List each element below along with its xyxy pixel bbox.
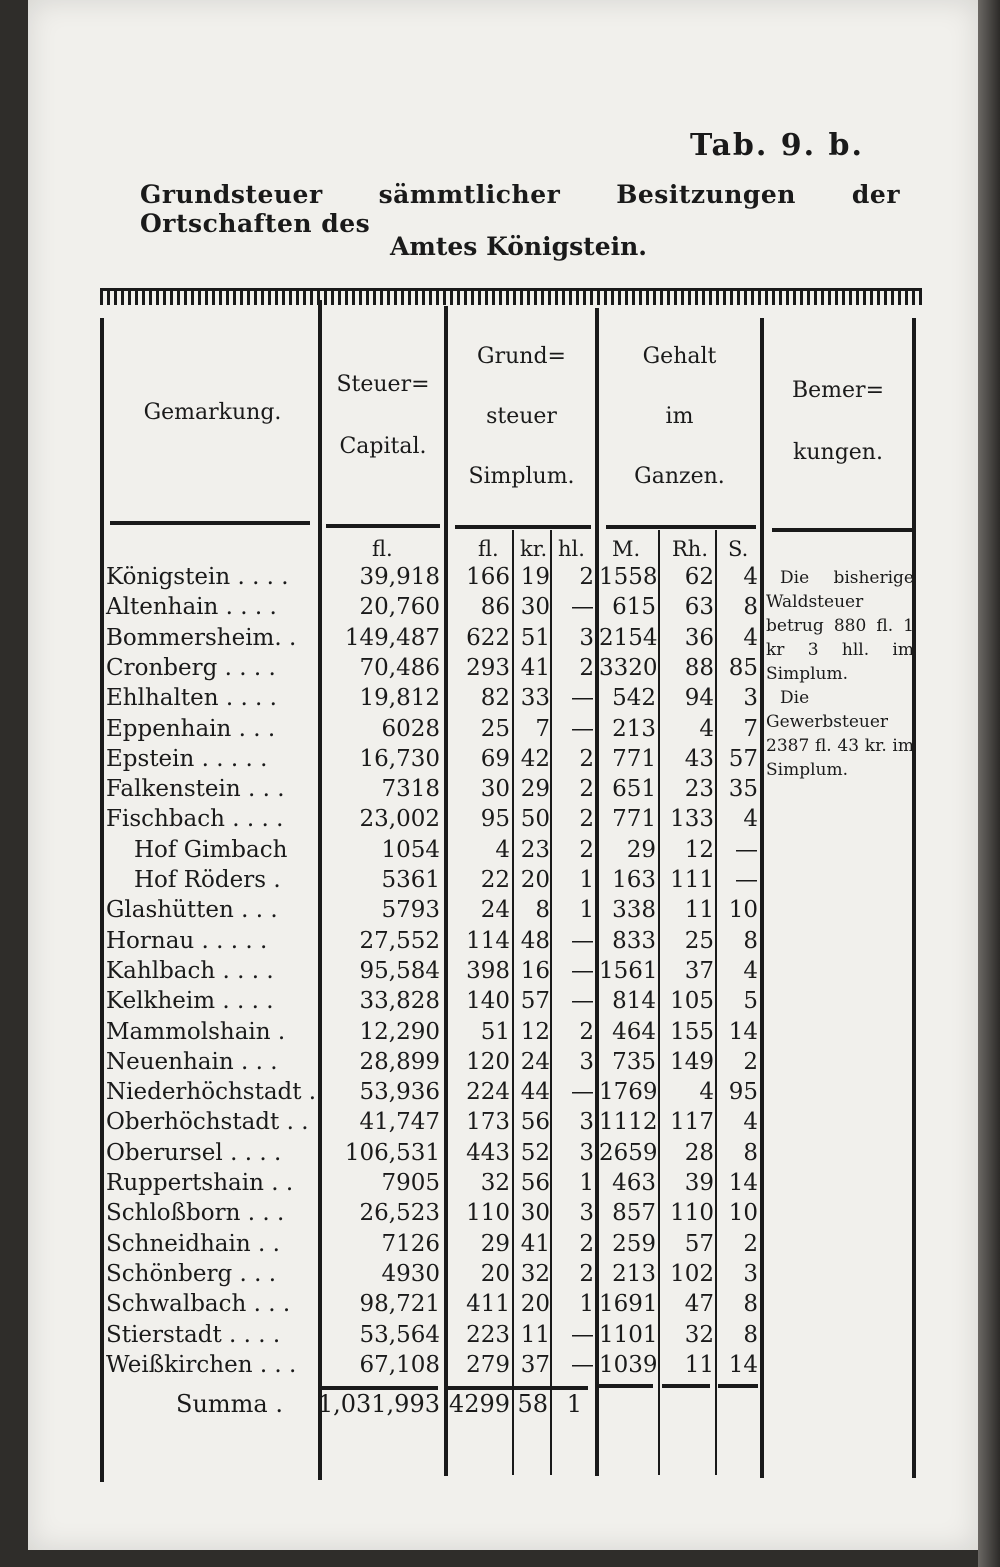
row-s: 8 <box>743 1321 758 1348</box>
row-rh: 57 <box>684 1230 714 1257</box>
row-hl: — <box>571 957 594 984</box>
header-gemarkung: Gemarkung. <box>143 400 282 425</box>
table-row <box>0 1138 1000 1168</box>
table-number: Tab. 9. b. <box>690 128 864 163</box>
row-fl: 22 <box>480 867 510 893</box>
row-s: 2 <box>743 1230 758 1257</box>
unit-simplum-fl: fl. <box>478 537 499 561</box>
row-fl: 29 <box>480 1230 510 1257</box>
row-kr: 51 <box>520 624 550 651</box>
row-hl: 2 <box>579 836 594 863</box>
row-fl: 224 <box>466 1079 510 1106</box>
row-s: 4 <box>743 624 758 651</box>
header-gehalt-3: Ganzen. <box>634 464 725 489</box>
row-fl: 20 <box>480 1260 510 1287</box>
row-m: 463 <box>612 1170 656 1196</box>
table-row <box>0 956 1000 986</box>
row-rh: 11 <box>684 1351 714 1378</box>
row-hl: — <box>571 1079 594 1106</box>
row-gemarkung: Schloßborn . . . <box>106 1200 285 1227</box>
row-hl: 2 <box>579 1230 594 1257</box>
row-fl: 30 <box>480 776 510 803</box>
row-kr: 11 <box>520 1321 550 1348</box>
row-gemarkung: Kelkheim . . . . <box>106 988 274 1015</box>
row-s: 8 <box>743 927 758 954</box>
row-rh: 63 <box>684 594 714 621</box>
row-s: 7 <box>743 715 758 742</box>
row-m: 814 <box>612 988 656 1015</box>
row-fl: 173 <box>466 1109 510 1136</box>
row-hl: 1 <box>579 1170 594 1196</box>
row-s: 3 <box>743 1260 758 1287</box>
row-s: 35 <box>728 776 758 803</box>
row-fl: 411 <box>466 1291 510 1318</box>
row-m: 213 <box>612 715 656 742</box>
row-rh: 36 <box>684 624 714 651</box>
row-rh: 39 <box>684 1170 714 1196</box>
row-gemarkung: Hof Röders . <box>134 867 281 893</box>
row-capital: 149,487 <box>344 624 440 651</box>
row-hl: 1 <box>579 1291 594 1318</box>
row-m: 29 <box>626 836 656 863</box>
row-m: 771 <box>612 745 656 772</box>
row-kr: 37 <box>520 1351 550 1378</box>
table-row <box>0 1289 1000 1319</box>
row-rh: 43 <box>684 745 714 772</box>
row-gemarkung: Bommersheim. . <box>106 624 297 651</box>
row-hl: 3 <box>579 1139 594 1166</box>
row-m: 771 <box>612 806 656 833</box>
row-gemarkung: Kahlbach . . . . <box>106 957 274 984</box>
remark-1: Die bisherige Waldsteuer betrug 880 fl. 1 kr 3 hll. im Simplum. <box>766 568 914 684</box>
row-gemarkung: Altenhain . . . . <box>106 594 277 621</box>
row-gemarkung: Glashütten . . . <box>106 897 278 924</box>
row-rh: 155 <box>670 1018 714 1045</box>
row-gemarkung: Neuenhain . . . <box>106 1048 278 1075</box>
table-row <box>0 1198 1000 1228</box>
row-m: 857 <box>612 1200 656 1227</box>
row-gemarkung: Königstein . . . . <box>106 564 289 590</box>
row-fl: 51 <box>480 1018 510 1045</box>
row-rh: 12 <box>684 836 714 863</box>
row-rh: 94 <box>684 685 714 712</box>
summa-kr: 58 <box>517 1390 548 1418</box>
unit-simplum-kr: kr. <box>520 537 548 561</box>
header-gehalt-1: Gehalt <box>642 344 717 369</box>
row-capital: 1054 <box>381 836 440 863</box>
row-rh: 105 <box>670 988 714 1015</box>
row-gemarkung: Epstein . . . . . <box>106 745 268 772</box>
row-hl: 2 <box>579 564 594 590</box>
table-row <box>0 1017 1000 1047</box>
row-hl: — <box>571 685 594 712</box>
row-kr: 20 <box>520 1291 550 1318</box>
row-m: 542 <box>612 685 656 712</box>
row-s: 10 <box>728 1200 758 1227</box>
row-m: 213 <box>612 1260 656 1287</box>
row-rh: 110 <box>670 1200 714 1227</box>
row-gemarkung: Mammolshain . <box>106 1018 286 1045</box>
row-rh: 23 <box>684 776 714 803</box>
header-bemerkungen-2: kungen. <box>793 440 883 465</box>
row-hl: — <box>571 1321 594 1348</box>
remark-2: Die Gewerbsteuer 2387 fl. 43 kr. im Simplum. <box>766 688 914 780</box>
summa-capital: 1,031,993 <box>317 1390 440 1418</box>
row-fl: 279 <box>466 1351 510 1378</box>
row-fl: 120 <box>466 1048 510 1075</box>
table-row <box>0 1350 1000 1380</box>
unit-simplum-hl: hl. <box>558 537 585 561</box>
row-m: 615 <box>612 594 656 621</box>
row-capital: 39,918 <box>359 564 440 590</box>
row-capital: 26,523 <box>359 1200 440 1227</box>
row-rh: 37 <box>684 957 714 984</box>
table-row <box>0 1047 1000 1077</box>
row-s: 4 <box>743 806 758 833</box>
row-hl: — <box>571 594 594 621</box>
row-m: 1561 <box>599 957 658 984</box>
row-hl: 3 <box>579 624 594 651</box>
row-m: 2659 <box>599 1139 658 1166</box>
row-capital: 6028 <box>381 715 440 742</box>
row-fl: 32 <box>480 1170 510 1196</box>
row-rh: 4 <box>699 715 714 742</box>
row-kr: 32 <box>520 1260 550 1287</box>
title-line-2: Amtes Königstein. <box>390 232 647 261</box>
row-gemarkung: Ruppertshain . . <box>106 1170 294 1196</box>
row-capital: 7905 <box>381 1170 440 1196</box>
table-row <box>0 926 1000 956</box>
header-rule <box>606 525 756 529</box>
row-fl: 82 <box>480 685 510 712</box>
row-kr: 44 <box>520 1079 550 1106</box>
row-gemarkung: Oberhöchstadt . . <box>106 1109 309 1136</box>
row-m: 1112 <box>599 1109 658 1136</box>
row-capital: 95,584 <box>359 957 440 984</box>
row-capital: 70,486 <box>359 654 440 681</box>
row-gemarkung: Niederhöchstadt . <box>106 1079 317 1106</box>
row-gemarkung: Hof Gimbach <box>134 836 288 863</box>
row-capital: 53,936 <box>359 1079 440 1106</box>
row-kr: 41 <box>520 654 550 681</box>
row-s: 8 <box>743 594 758 621</box>
row-hl: — <box>571 927 594 954</box>
row-kr: 30 <box>520 1200 550 1227</box>
table-row <box>0 895 1000 925</box>
row-capital: 12,290 <box>359 1018 440 1045</box>
summa-fl: 4299 <box>448 1390 510 1418</box>
row-capital: 4930 <box>381 1260 440 1287</box>
row-s: 8 <box>743 1291 758 1318</box>
row-fl: 293 <box>466 654 510 681</box>
table-row <box>0 1320 1000 1350</box>
row-m: 3320 <box>599 654 658 681</box>
row-s: 4 <box>743 957 758 984</box>
row-gemarkung: Ehlhalten . . . . <box>106 685 277 712</box>
row-s: 10 <box>728 897 758 924</box>
row-s: 3 <box>743 685 758 712</box>
header-rule <box>455 525 591 529</box>
row-gemarkung: Stierstadt . . . . <box>106 1321 281 1348</box>
row-kr: 29 <box>520 776 550 803</box>
row-kr: 24 <box>520 1048 550 1075</box>
row-s: 95 <box>728 1079 758 1106</box>
row-kr: 52 <box>520 1139 550 1166</box>
row-hl: 2 <box>579 1018 594 1045</box>
row-capital: 27,552 <box>359 927 440 954</box>
row-capital: 23,002 <box>359 806 440 833</box>
table-row <box>0 1168 1000 1198</box>
row-rh: 102 <box>670 1260 714 1287</box>
row-rh: 133 <box>670 806 714 833</box>
row-kr: 7 <box>535 715 550 742</box>
row-kr: 33 <box>520 685 550 712</box>
unit-gehalt-m: M. <box>612 537 641 561</box>
row-m: 1101 <box>599 1321 658 1348</box>
row-capital: 33,828 <box>359 988 440 1015</box>
row-hl: 2 <box>579 745 594 772</box>
row-hl: 1 <box>579 897 594 924</box>
row-s: 14 <box>728 1351 758 1378</box>
row-hl: — <box>571 715 594 742</box>
row-hl: 2 <box>579 1260 594 1287</box>
row-kr: 56 <box>520 1170 550 1196</box>
row-kr: 42 <box>520 745 550 772</box>
row-fl: 86 <box>480 594 510 621</box>
row-rh: 111 <box>670 867 714 893</box>
row-m: 163 <box>612 867 656 893</box>
row-m: 833 <box>612 927 656 954</box>
table-row <box>0 1107 1000 1137</box>
summa-hl: 1 <box>566 1390 582 1418</box>
row-capital: 7126 <box>381 1230 440 1257</box>
row-fl: 223 <box>466 1321 510 1348</box>
row-hl: 2 <box>579 806 594 833</box>
table-row <box>0 1259 1000 1289</box>
ornamental-rule <box>100 288 922 305</box>
row-fl: 398 <box>466 957 510 984</box>
row-rh: 32 <box>684 1321 714 1348</box>
table-row <box>0 835 1000 865</box>
unit-gehalt-s: S. <box>728 537 749 561</box>
table-row <box>0 986 1000 1016</box>
row-hl: 2 <box>579 776 594 803</box>
row-m: 2154 <box>599 624 658 651</box>
row-capital: 5793 <box>381 897 440 924</box>
row-fl: 25 <box>480 715 510 742</box>
header-capital-2: Capital. <box>339 434 427 459</box>
row-capital: 5361 <box>381 867 440 893</box>
row-capital: 28,899 <box>359 1048 440 1075</box>
row-capital: 16,730 <box>359 745 440 772</box>
row-fl: 114 <box>466 927 510 954</box>
row-hl: 1 <box>579 867 594 893</box>
row-s: — <box>735 867 758 893</box>
row-capital: 7318 <box>381 776 440 803</box>
row-gemarkung: Cronberg . . . . <box>106 654 276 681</box>
row-m: 259 <box>612 1230 656 1257</box>
row-s: — <box>735 836 758 863</box>
row-capital: 53,564 <box>359 1321 440 1348</box>
row-kr: 19 <box>520 564 550 590</box>
row-gemarkung: Oberursel . . . . <box>106 1139 282 1166</box>
header-capital-1: Steuer= <box>336 372 430 397</box>
row-capital: 67,108 <box>359 1351 440 1378</box>
header-gehalt-2: im <box>665 404 694 429</box>
row-rh: 11 <box>684 897 714 924</box>
row-fl: 95 <box>480 806 510 833</box>
row-kr: 56 <box>520 1109 550 1136</box>
row-kr: 30 <box>520 594 550 621</box>
row-s: 8 <box>743 1139 758 1166</box>
row-kr: 12 <box>520 1018 550 1045</box>
unit-capital: fl. <box>372 537 393 561</box>
row-rh: 4 <box>699 1079 714 1106</box>
unit-gehalt-rh: Rh. <box>672 537 709 561</box>
row-rh: 149 <box>670 1048 714 1075</box>
row-kr: 41 <box>520 1230 550 1257</box>
row-gemarkung: Schneidhain . . <box>106 1230 280 1257</box>
table-row <box>0 1229 1000 1259</box>
row-fl: 69 <box>480 745 510 772</box>
row-fl: 443 <box>466 1139 510 1166</box>
row-m: 1769 <box>599 1079 658 1106</box>
header-simplum-2: steuer <box>486 404 557 429</box>
row-kr: 16 <box>520 957 550 984</box>
header-simplum-3: Simplum. <box>468 464 575 489</box>
row-m: 735 <box>612 1048 656 1075</box>
row-m: 1039 <box>599 1351 658 1378</box>
row-m: 1558 <box>599 564 658 590</box>
row-fl: 140 <box>466 988 510 1015</box>
row-hl: 2 <box>579 654 594 681</box>
title-line-1: Grundsteuer sämmtlicher Besitzungen der Ortschaften des <box>140 180 900 238</box>
row-hl: — <box>571 988 594 1015</box>
row-rh: 28 <box>684 1139 714 1166</box>
remarks <box>766 566 914 782</box>
header-simplum-1: Grund= <box>477 344 566 369</box>
row-gemarkung: Eppenhain . . . <box>106 715 276 742</box>
row-gemarkung: Falkenstein . . . <box>106 776 285 803</box>
row-fl: 622 <box>466 624 510 651</box>
header-rule <box>110 521 310 525</box>
row-hl: 3 <box>579 1200 594 1227</box>
row-m: 651 <box>612 776 656 803</box>
row-s: 14 <box>728 1170 758 1196</box>
row-capital: 98,721 <box>359 1291 440 1318</box>
row-rh: 117 <box>670 1109 714 1136</box>
row-gemarkung: Weißkirchen . . . <box>106 1351 297 1378</box>
row-s: 5 <box>743 988 758 1015</box>
row-gemarkung: Schwalbach . . . <box>106 1291 291 1318</box>
row-capital: 106,531 <box>344 1139 440 1166</box>
row-s: 14 <box>728 1018 758 1045</box>
summa-rule <box>718 1384 758 1388</box>
row-m: 1691 <box>599 1291 658 1318</box>
summa-label: Summa . <box>176 1390 283 1418</box>
row-s: 4 <box>743 1109 758 1136</box>
row-s: 85 <box>728 654 758 681</box>
row-kr: 20 <box>520 867 550 893</box>
header-rule <box>326 524 440 528</box>
row-fl: 110 <box>466 1200 510 1227</box>
row-gemarkung: Schönberg . . . <box>106 1260 277 1287</box>
row-capital: 19,812 <box>359 685 440 712</box>
row-kr: 23 <box>520 836 550 863</box>
row-capital: 20,760 <box>359 594 440 621</box>
row-kr: 50 <box>520 806 550 833</box>
table-row <box>0 865 1000 895</box>
table-row <box>0 804 1000 834</box>
row-hl: 3 <box>579 1048 594 1075</box>
row-kr: 57 <box>520 988 550 1015</box>
row-s: 57 <box>728 745 758 772</box>
row-m: 464 <box>612 1018 656 1045</box>
row-gemarkung: Fischbach . . . . <box>106 806 284 833</box>
table-row <box>0 1077 1000 1107</box>
row-gemarkung: Hornau . . . . . <box>106 927 268 954</box>
row-rh: 88 <box>684 654 714 681</box>
header-bemerkungen-1: Bemer= <box>791 378 885 403</box>
row-kr: 48 <box>520 927 550 954</box>
summa-rule <box>662 1384 710 1388</box>
row-fl: 166 <box>466 564 510 590</box>
row-s: 4 <box>743 564 758 590</box>
row-rh: 47 <box>684 1291 714 1318</box>
row-fl: 4 <box>495 836 510 863</box>
row-s: 2 <box>743 1048 758 1075</box>
summa-rule <box>597 1384 653 1388</box>
row-fl: 24 <box>480 897 510 924</box>
row-rh: 62 <box>684 564 714 590</box>
row-kr: 8 <box>535 897 550 924</box>
row-hl: — <box>571 1351 594 1378</box>
row-hl: 3 <box>579 1109 594 1136</box>
row-capital: 41,747 <box>359 1109 440 1136</box>
row-m: 338 <box>612 897 656 924</box>
header-rule <box>772 528 912 532</box>
row-rh: 25 <box>684 927 714 954</box>
